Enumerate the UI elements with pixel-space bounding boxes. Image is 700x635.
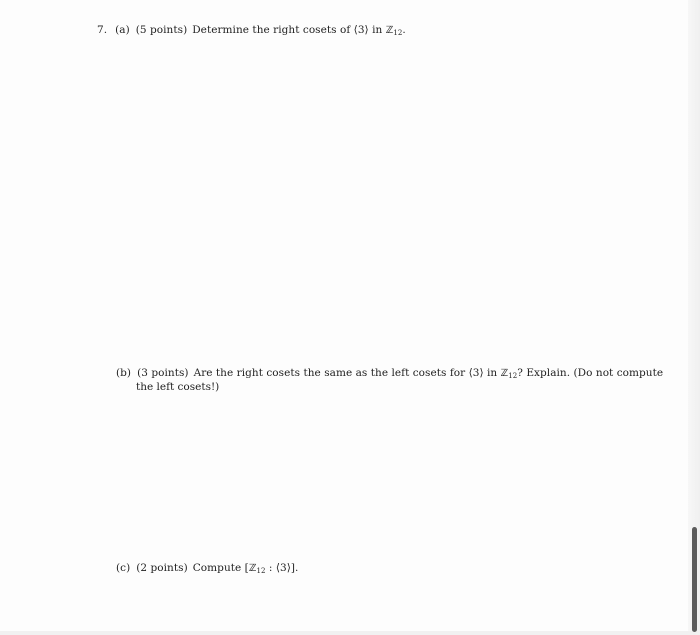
part-a-group-subscript: 12 <box>393 29 403 37</box>
question-number: 7. <box>97 24 108 36</box>
part-b-label: (b) <box>116 367 132 379</box>
part-a-points: (5 points) <box>135 24 188 36</box>
part-a-end: . <box>402 24 406 36</box>
part-b-points: (3 points) <box>137 367 189 379</box>
part-c-text: Compute [ <box>192 562 249 574</box>
part-c-group-subscript: 12 <box>256 567 266 575</box>
part-c-points: (2 points) <box>136 562 188 574</box>
question-7a <box>97 24 406 40</box>
part-b-text: Are the right cosets the same as the left cosets for ⟨3⟩ in <box>193 367 501 379</box>
part-c-group: ℤ <box>248 563 257 574</box>
part-b-group-subscript: 12 <box>508 372 518 380</box>
part-c-text-after: : ⟨3⟩]. <box>265 562 299 574</box>
part-b-text-after: ? Explain. (Do not compute <box>517 367 664 379</box>
part-c-label: (c) <box>116 562 131 574</box>
part-b-group: ℤ <box>500 368 509 379</box>
part-b-line2: the left cosets!) <box>136 381 220 393</box>
part-a-group: ℤ <box>385 25 394 36</box>
page-bottom-edge <box>0 631 700 635</box>
part-a-label: (a) <box>115 24 130 36</box>
question-7c <box>116 562 298 578</box>
scrollbar-thumb[interactable] <box>692 527 697 632</box>
part-a-text: Determine the right cosets of ⟨3⟩ in <box>192 24 386 36</box>
